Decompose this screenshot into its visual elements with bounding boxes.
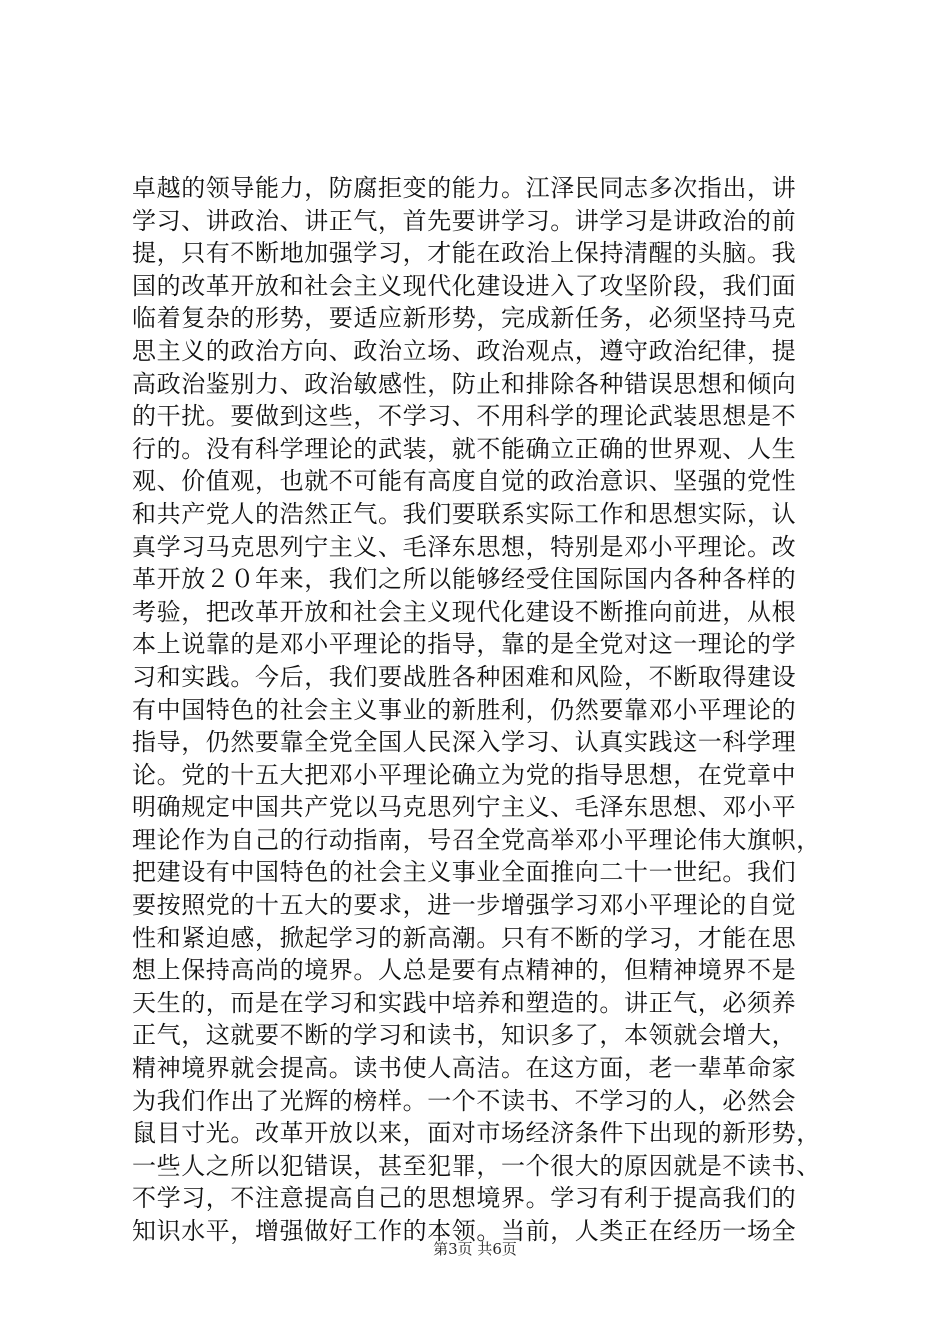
text-line: 习和实践。今后，我们要战胜各种困难和风险，不断取得建设 <box>132 662 797 691</box>
text-line: 临着复杂的形势，要适应新形势，完成新任务，必须坚持马克 <box>132 304 797 333</box>
text-line: 鼠目寸光。改革开放以来，面对市场经济条件下出现的新形势， <box>132 1119 821 1148</box>
text-line: 明确规定中国共产党以马克思列宁主义、毛泽东思想、邓小平 <box>132 793 797 822</box>
text-line: 革开放２０年来，我们之所以能够经受住国际国内各种各样的 <box>132 565 797 594</box>
text-line: 一些人之所以犯错误，甚至犯罪，一个很大的原因就是不读书、 <box>132 1151 821 1180</box>
text-line: 正气，这就要不断的学习和读书，知识多了，本领就会增大， <box>132 1021 797 1050</box>
text-line: 考验，把改革开放和社会主义现代化建设不断推向前进，从根 <box>132 597 797 626</box>
page-footer: 第3页 共6页 <box>433 1240 517 1258</box>
text-line: 想上保持高尚的境界。人总是要有点精神的，但精神境界不是 <box>132 956 797 985</box>
text-line: 论。党的十五大把邓小平理论确立为党的指导思想，在党章中 <box>132 760 797 789</box>
text-line: 天生的，而是在学习和实践中培养和塑造的。讲正气，必须养 <box>132 988 797 1017</box>
text-line: 的干扰。要做到这些，不学习、不用科学的理论武装思想是不 <box>132 402 797 431</box>
text-line: 真学习马克思列宁主义、毛泽东思想，特别是邓小平理论。改 <box>132 532 797 561</box>
text-line: 指导，仍然要靠全党全国人民深入学习、认真实践这一科学理 <box>132 728 797 757</box>
text-line: 性和紧迫感，掀起学习的新高潮。只有不断的学习，才能在思 <box>132 923 797 952</box>
text-line: 要按照党的十五大的要求，进一步增强学习邓小平理论的自觉 <box>132 891 797 920</box>
text-line: 本上说靠的是邓小平理论的指导，靠的是全党对这一理论的学 <box>132 630 797 659</box>
text-line: 学习、讲政治、讲正气，首先要讲学习。讲学习是讲政治的前 <box>132 206 797 235</box>
text-line: 为我们作出了光辉的榜样。一个不读书、不学习的人，必然会 <box>132 1086 797 1115</box>
text-line: 提，只有不断地加强学习，才能在政治上保持清醒的头脑。我 <box>132 239 797 268</box>
body-text <box>132 172 832 1248</box>
text-line: 卓越的领导能力，防腐拒变的能力。江泽民同志多次指出，讲 <box>132 174 797 202</box>
text-line: 行的。没有科学理论的武装，就不能确立正确的世界观、人生 <box>132 434 797 463</box>
text-line: 不学习，不注意提高自己的思想境界。学习有利于提高我们的 <box>132 1184 797 1213</box>
text-line: 把建设有中国特色的社会主义事业全面推向二十一世纪。我们 <box>132 858 797 887</box>
text-line: 知识水平，增强做好工作的本领。当前，人类正在经历一场全 <box>132 1217 797 1245</box>
text-line: 高政治鉴别力、政治敏感性，防止和排除各种错误思想和倾向 <box>132 369 797 398</box>
text-line: 和共产党人的浩然正气。我们要联系实际工作和思想实际，认 <box>132 499 797 528</box>
text-line: 精神境界就会提高。读书使人高洁。在这方面，老一辈革命家 <box>132 1054 797 1083</box>
text-line: 理论作为自己的行动指南，号召全党高举邓小平理论伟大旗帜， <box>132 825 821 854</box>
text-line: 观、价值观，也就不可能有高度自觉的政治意识、坚强的党性 <box>132 467 797 496</box>
text-line: 国的改革开放和社会主义现代化建设进入了攻坚阶段，我们面 <box>132 271 797 300</box>
text-line: 思主义的政治方向、政治立场、政治观点，遵守政治纪律，提 <box>132 336 797 365</box>
text-line: 有中国特色的社会主义事业的新胜利，仍然要靠邓小平理论的 <box>132 695 797 724</box>
